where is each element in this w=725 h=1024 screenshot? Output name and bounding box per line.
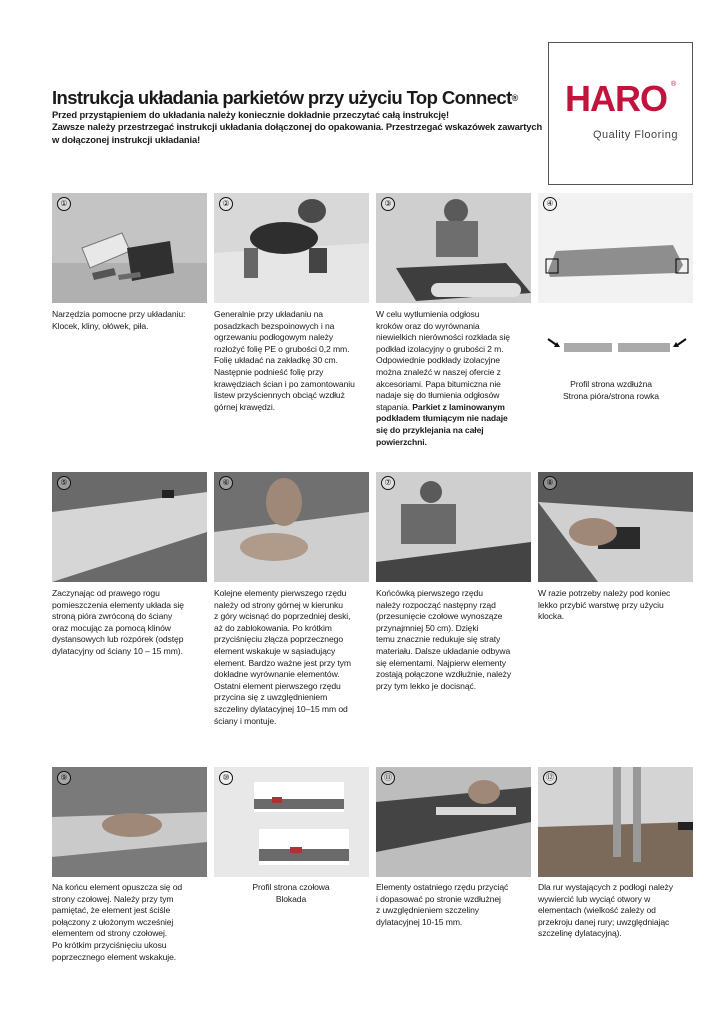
caption-line: Po krótkim przyciśnięciu ukosu bbox=[52, 939, 167, 950]
caption-line: Końcówką pierwszego rzędu bbox=[376, 588, 483, 598]
step-number: ② bbox=[219, 197, 233, 211]
step-5-image bbox=[52, 472, 207, 582]
step-1-image bbox=[52, 193, 207, 303]
caption-line: należy od strony górnej w kierunku bbox=[214, 599, 343, 610]
press-plank-illustration bbox=[214, 472, 369, 582]
intro-line: Przed przystąpieniem do układania należy koniecznie dokładnie przeczytać całą instrukcję! bbox=[52, 109, 449, 120]
caption-line: posadzkach bezspoinowych i na bbox=[214, 320, 335, 331]
caption-line bbox=[376, 413, 534, 425]
caption-line: lekko przybić warstwę przy użyciu bbox=[538, 599, 664, 610]
caption-line: Strona pióra/strona rowka bbox=[563, 390, 659, 401]
caption-line: poprzecznego element wskakuje. bbox=[52, 951, 177, 962]
caption-line: przekroju danej rury; uwzględniając bbox=[538, 916, 670, 927]
caption-line: Dla rur wystających z podłogi należy bbox=[538, 882, 673, 892]
caption-line: aż do zablokowania. Po krótkim bbox=[214, 622, 332, 633]
underlay-roll-illustration bbox=[376, 193, 531, 303]
step-number: ⑪ bbox=[381, 771, 395, 785]
step-5-caption bbox=[52, 588, 210, 658]
caption-line: Kolejne elementy pierwszego rzędu bbox=[214, 588, 347, 598]
plank-profile-illustration bbox=[538, 193, 693, 303]
caption-line: krawędziach ścian i po zamontowaniu bbox=[214, 378, 355, 389]
caption-line: Następnie podnieść folię przy bbox=[214, 366, 324, 377]
step-number: ⑥ bbox=[219, 476, 233, 490]
caption-line: można znaleźć w naszej ofercie z bbox=[376, 366, 501, 377]
caption-line: rozłożyć folię PE o grubości 0,2 mm. bbox=[214, 343, 350, 354]
step-10-image bbox=[214, 767, 369, 877]
text-run: Parkiet z laminowanym bbox=[412, 401, 505, 412]
caption-line: wywiercić lub wyciąć otwory w bbox=[538, 893, 651, 904]
caption-line: materiału. Dalsze układanie odbywa bbox=[376, 645, 511, 656]
text-run: ® bbox=[511, 93, 518, 103]
caption-line: pomieszczenia elementy układa się bbox=[52, 599, 184, 610]
step-number: ③ bbox=[381, 197, 395, 211]
caption-line: dokładne wyrównanie elementów. bbox=[214, 669, 340, 680]
caption-line: ogrzewaniu podłogowym należy bbox=[214, 332, 334, 343]
text-run: powierzchni. bbox=[376, 436, 427, 447]
text-run: podkładem tłumiącym nie nadaje bbox=[376, 413, 508, 424]
logo-box bbox=[548, 42, 693, 185]
step-2-caption bbox=[214, 309, 372, 413]
caption-line: szczeliny dylatacyjnej 10–15 mm od bbox=[214, 703, 348, 714]
caption-line: się elementami. Najpierw elementy bbox=[376, 657, 506, 668]
step-number: ⑫ bbox=[543, 771, 557, 785]
caption-line bbox=[376, 425, 534, 437]
tools-illustration bbox=[52, 193, 207, 303]
first-row-illustration bbox=[52, 472, 207, 582]
step-3-image bbox=[376, 193, 531, 303]
caption-line: element. Bardzo ważne jest przy tym bbox=[214, 657, 351, 668]
step-number: ⑤ bbox=[57, 476, 71, 490]
text-run: się do przyklejania na całej bbox=[376, 424, 484, 435]
caption-line: temu znacznie redukuje się straty bbox=[376, 634, 501, 645]
step-1-caption bbox=[52, 309, 210, 332]
step-number: ⑨ bbox=[57, 771, 71, 785]
caption-line: Profil strona wzdłużna bbox=[570, 379, 652, 389]
caption-line: listew przyściennych obciąć wzdłuż bbox=[214, 390, 345, 401]
step-number: ① bbox=[57, 197, 71, 211]
caption-line: niewielkich nierówności rozkłada się bbox=[376, 332, 510, 343]
caption-line: kroków oraz do wyrównania bbox=[376, 320, 480, 331]
caption-line bbox=[376, 402, 534, 414]
caption-line: dystansowych lub rozpórek (odstęp bbox=[52, 634, 184, 645]
caption-line: (przesunięcie czołowe wynosząze bbox=[376, 611, 503, 622]
caption-line: Folię układać na zakładkę 30 cm. bbox=[214, 355, 338, 366]
caption-line: Ostatni element pierwszego rzędu bbox=[214, 680, 341, 691]
caption-line: Na końcu element opuszcza się od bbox=[52, 882, 183, 892]
caption-line: i dopasować po stronie wzdłużnej bbox=[376, 893, 501, 904]
caption-line: klocka. bbox=[538, 611, 565, 622]
step-8-image bbox=[538, 472, 693, 582]
page-title bbox=[52, 88, 522, 108]
step-12-image bbox=[538, 767, 693, 877]
step-8-caption bbox=[538, 588, 696, 623]
caption-line: przynajmniej 50 cm). Dzięki bbox=[376, 622, 479, 633]
step-7-caption bbox=[376, 588, 534, 692]
caption-line: ściany i montuje. bbox=[214, 715, 277, 726]
caption-line: Generalnie przy układaniu na bbox=[214, 309, 323, 319]
caption-line: elementem od strony czołowej. bbox=[52, 928, 168, 939]
caption-line: oraz mocując za pomocą klinów bbox=[52, 622, 171, 633]
step-6-caption bbox=[214, 588, 372, 727]
caption-line: Profil strona czołowa bbox=[252, 882, 330, 892]
step-3-caption bbox=[376, 309, 534, 448]
caption-line: strony czołowej. Należy przy tym bbox=[52, 893, 174, 904]
second-row-illustration bbox=[376, 472, 531, 582]
caption-line: elementach (wielkość zależy od bbox=[538, 905, 656, 916]
caption-line: dylatacyjnej 10-15 mm. bbox=[376, 916, 463, 927]
registered-mark: ® bbox=[671, 81, 677, 88]
intro-line: w dołączonej instrukcji układania! bbox=[52, 133, 201, 145]
caption-line bbox=[376, 437, 534, 449]
step-number: ⑧ bbox=[543, 476, 557, 490]
caption-line: szczelinę dylatacyjną). bbox=[538, 928, 622, 939]
caption-line: pamiętać, że element jest ściśle bbox=[52, 905, 171, 916]
step-11-image bbox=[376, 767, 531, 877]
logo-tagline: Quality Flooring bbox=[592, 129, 678, 141]
caption-line: przyciśnięciu złącza poprzecznego bbox=[214, 634, 344, 645]
caption-line: Odpowiednie podkłady izolacyjne bbox=[376, 355, 500, 366]
brand-logo: HARO bbox=[565, 78, 667, 119]
step-6-image bbox=[214, 472, 369, 582]
step-9-image bbox=[52, 767, 207, 877]
caption-line: zostają połączone wzdłużnie, należy bbox=[376, 669, 512, 680]
step-2-image bbox=[214, 193, 369, 303]
lock-profile-illustration bbox=[214, 767, 369, 877]
caption-line: połączony z ułożonym wcześniej bbox=[52, 916, 174, 927]
caption-line: nadaje się do tłumienia odgłosów bbox=[376, 390, 500, 401]
caption-line: W razie potrzeby należy pod koniec bbox=[538, 588, 671, 598]
intro-text bbox=[52, 109, 542, 146]
caption-line: akcesoriami. Papa bitumiczna nie bbox=[376, 378, 501, 389]
caption-line: Narzędzia pomocne przy układaniu: bbox=[52, 309, 186, 319]
step-4-caption bbox=[532, 379, 690, 402]
step-7-image bbox=[376, 472, 531, 582]
pipe-cutout-illustration bbox=[538, 767, 693, 877]
caption-line: podkład izolacyjny o grubości 2 m. bbox=[376, 343, 504, 354]
intro-line: Zawsze należy przestrzegać instrukcji układania dołączonej do opakowania. Przestrzegać wskazówek zawartych bbox=[52, 121, 543, 133]
step-10-caption bbox=[212, 882, 370, 905]
step-number: ⑦ bbox=[381, 476, 395, 490]
step-number: ⑩ bbox=[219, 771, 233, 785]
profile-strip-illustration bbox=[546, 336, 688, 358]
caption-line: Blokada bbox=[275, 893, 307, 904]
caption-line: górnej krawędzi. bbox=[214, 401, 275, 412]
caption-line: element wskakuje w sąsiadujący bbox=[214, 645, 336, 656]
text-run: stąpania. bbox=[376, 401, 410, 412]
caption-line: Klocek, kliny, ołówek, piła. bbox=[52, 320, 149, 331]
step-12-caption bbox=[538, 882, 696, 940]
step-9-caption bbox=[52, 882, 210, 963]
caption-line: z uwzględnieniem szczeliny bbox=[376, 905, 479, 916]
text-run: Instrukcja układania parkietów przy użyciu Top Connect bbox=[52, 87, 512, 108]
worker-foil-illustration bbox=[214, 193, 369, 303]
caption-line: W celu wytłumienia odgłosu bbox=[376, 309, 480, 319]
lower-plank-illustration bbox=[52, 767, 207, 877]
step-number: ④ bbox=[543, 197, 557, 211]
step-11-caption bbox=[376, 882, 534, 928]
caption-line: Elementy ostatniego rzędu przyciąć bbox=[376, 882, 509, 892]
caption-line: stroną pióra zwróconą do ściany bbox=[52, 611, 173, 622]
caption-line: przy tym lekko je docisnąć. bbox=[376, 680, 476, 691]
step-4-image bbox=[538, 193, 693, 303]
last-row-illustration bbox=[376, 767, 531, 877]
caption-line: z góry wcisnąć do poprzedniej deski, bbox=[214, 611, 351, 622]
tapping-block-illustration bbox=[538, 472, 693, 582]
caption-line: przycina się z uwzględnieniem bbox=[214, 692, 328, 703]
caption-line: dylatacyjny od ściany 10 – 15 mm). bbox=[52, 645, 183, 656]
caption-line: Zaczynając od prawego rogu bbox=[52, 588, 160, 598]
caption-line: należy rozpocząć następny rząd bbox=[376, 599, 496, 610]
